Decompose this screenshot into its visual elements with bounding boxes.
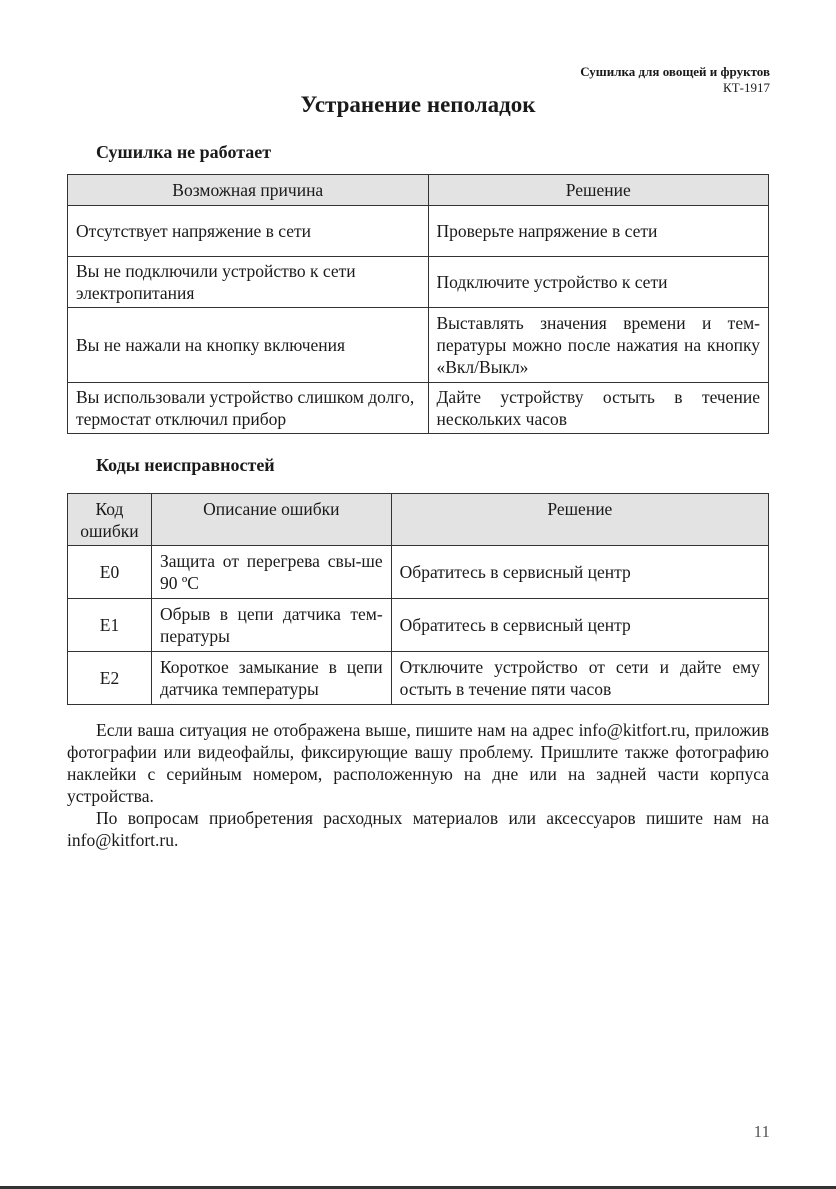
table-row [68, 652, 769, 705]
table-row [68, 308, 769, 383]
solution-cell: Обратитесь в сервисный центр [391, 546, 768, 599]
table-row [68, 383, 769, 434]
error-description-cell: Обрыв в цепи датчика тем-пературы [151, 599, 391, 652]
contact-paragraph: Если ваша ситуация не отображена выше, пишите нам на адрес info@kitfort.ru, приложив фотографии или видеофайлы, фиксирующие вашу проблему. Пришлите также фотографию наклейки с серийным номером, расположенную на дне или на задней части корпуса устройства. [67, 720, 769, 806]
section-title-error-codes: Коды неисправностей [96, 455, 275, 475]
column-header-solution: Решение [428, 175, 769, 206]
accessories-paragraph: По вопросам приобретения расходных материалов или аксессуаров пишите нам на info@kitfort.ru. [67, 808, 769, 850]
error-code-cell: E1 [68, 599, 152, 652]
table-row [68, 546, 769, 599]
solution-cell: Дайте устройству остыть в течение нескольких часов [428, 383, 769, 434]
section-title-not-working: Сушилка не работает [96, 142, 272, 162]
table-header-row [68, 494, 769, 546]
column-header-solution: Решение [391, 494, 768, 546]
solution-cell: Проверьте напряжение в сети [428, 206, 769, 257]
error-description-cell: Защита от перегрева свы-ше 90 ºС [151, 546, 391, 599]
column-header-code: Код ошибки [68, 494, 152, 546]
error-code-cell: E0 [68, 546, 152, 599]
column-header-cause: Возможная причина [68, 175, 429, 206]
solution-cell: Обратитесь в сервисный центр [391, 599, 768, 652]
header-product: Сушилка для овощей и фруктов [580, 64, 770, 79]
cause-cell: Отсутствует напряжение в сети [68, 206, 429, 257]
cause-cell: Вы не подключили устройство к сети электропитания [68, 257, 429, 308]
error-code-cell: E2 [68, 652, 152, 705]
solution-cell: Подключите устройство к сети [428, 257, 769, 308]
header-model: КТ-1917 [723, 80, 770, 95]
table-row [68, 599, 769, 652]
cause-cell: Вы использовали устройство слишком долго, термостат отключил прибор [68, 383, 429, 434]
table-header-row [68, 175, 769, 206]
page-title: Устранение неполадок [300, 92, 536, 117]
error-description-cell: Короткое замыкание в цепи датчика температуры [151, 652, 391, 705]
table-row [68, 206, 769, 257]
column-header-description: Описание ошибки [151, 494, 391, 546]
solution-cell: Отключите устройство от сети и дайте ему остыть в течение пяти часов [391, 652, 768, 705]
page-number: 11 [753, 1122, 770, 1141]
troubleshooting-table [67, 174, 769, 434]
error-codes-table [67, 493, 769, 705]
solution-cell: Выставлять значения времени и тем-пературы можно после нажатия на кнопку «Вкл/Выкл» [428, 308, 769, 383]
cause-cell: Вы не нажали на кнопку включения [68, 308, 429, 383]
table-row [68, 257, 769, 308]
